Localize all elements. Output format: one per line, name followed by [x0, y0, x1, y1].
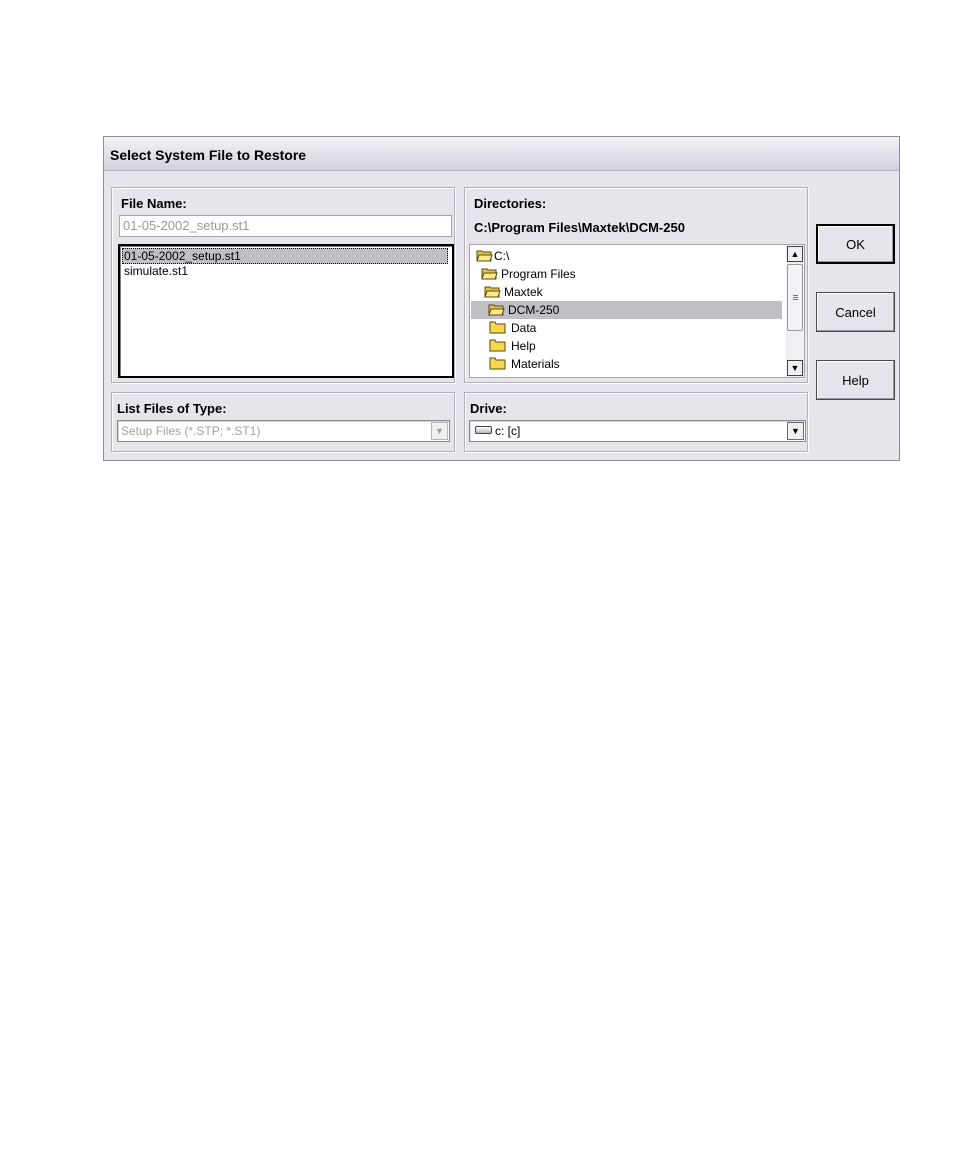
directory-item-data[interactable]	[470, 319, 782, 337]
open-folder-icon	[476, 249, 493, 262]
folder-icon	[489, 357, 506, 370]
drive-dropdown[interactable]	[469, 420, 806, 442]
dropdown-arrow-icon[interactable]: ▼	[431, 422, 448, 440]
directory-item-dcm-250[interactable]	[471, 301, 782, 319]
directories-group	[464, 187, 808, 383]
directory-item-label: Materials	[511, 357, 560, 371]
file-list-item[interactable]: 01-05-2002_setup.st1	[122, 248, 448, 264]
open-folder-icon	[481, 267, 498, 280]
file-type-value: Setup Files (*.STP; *.ST1)	[121, 424, 261, 438]
file-type-dropdown[interactable]	[117, 420, 450, 442]
directory-item-materials[interactable]	[470, 355, 782, 373]
dialog-title: Select System File to Restore	[110, 147, 307, 163]
directory-item-help[interactable]	[470, 337, 782, 355]
dropdown-arrow-icon[interactable]: ▼	[787, 422, 804, 440]
directory-item-c-drive[interactable]	[470, 247, 782, 265]
directory-item-label: DCM-250	[508, 303, 560, 317]
title-bar[interactable]	[104, 137, 899, 171]
file-name-input[interactable]: 01-05-2002_setup.st1	[119, 215, 452, 237]
folder-icon	[489, 321, 506, 334]
directory-item-label: Data	[511, 321, 537, 335]
file-name-label: File Name:	[121, 196, 187, 211]
drive-group	[464, 392, 808, 452]
directory-item-maxtek[interactable]	[470, 283, 782, 301]
directory-item-label: Program Files	[501, 267, 576, 281]
scrollbar-grip	[793, 295, 798, 296]
directory-item-label: C:\	[494, 249, 510, 263]
open-folder-icon	[484, 285, 501, 298]
drive-label: Drive:	[470, 401, 507, 416]
scrollbar-thumb[interactable]	[787, 264, 803, 331]
select-system-file-dialog	[103, 136, 900, 461]
scroll-up-arrow-icon[interactable]: ▲	[787, 246, 803, 262]
scrollbar-grip	[793, 297, 798, 298]
current-path-label: C:\Program Files\Maxtek\DCM-250	[474, 220, 685, 235]
directory-list[interactable]	[469, 244, 805, 378]
ok-button[interactable]: OK	[816, 224, 895, 264]
file-list-item[interactable]: simulate.st1	[124, 264, 189, 278]
directories-label: Directories:	[474, 196, 547, 211]
directory-item-label: Maxtek	[504, 285, 543, 299]
directory-item-program-files[interactable]	[470, 265, 782, 283]
scrollbar-grip	[793, 299, 798, 300]
file-type-group	[111, 392, 455, 452]
drive-icon	[475, 426, 492, 434]
file-list[interactable]	[118, 244, 454, 378]
cancel-button[interactable]: Cancel	[816, 292, 895, 332]
directory-scrollbar[interactable]	[786, 245, 804, 377]
file-name-group	[111, 187, 455, 383]
folder-icon	[489, 339, 506, 352]
scroll-down-arrow-icon[interactable]: ▼	[787, 360, 803, 376]
open-folder-icon	[488, 303, 505, 316]
file-type-label: List Files of Type:	[117, 401, 227, 416]
directory-item-label: Help	[511, 339, 536, 353]
help-button[interactable]: Help	[816, 360, 895, 400]
drive-value: c: [c]	[495, 424, 521, 438]
